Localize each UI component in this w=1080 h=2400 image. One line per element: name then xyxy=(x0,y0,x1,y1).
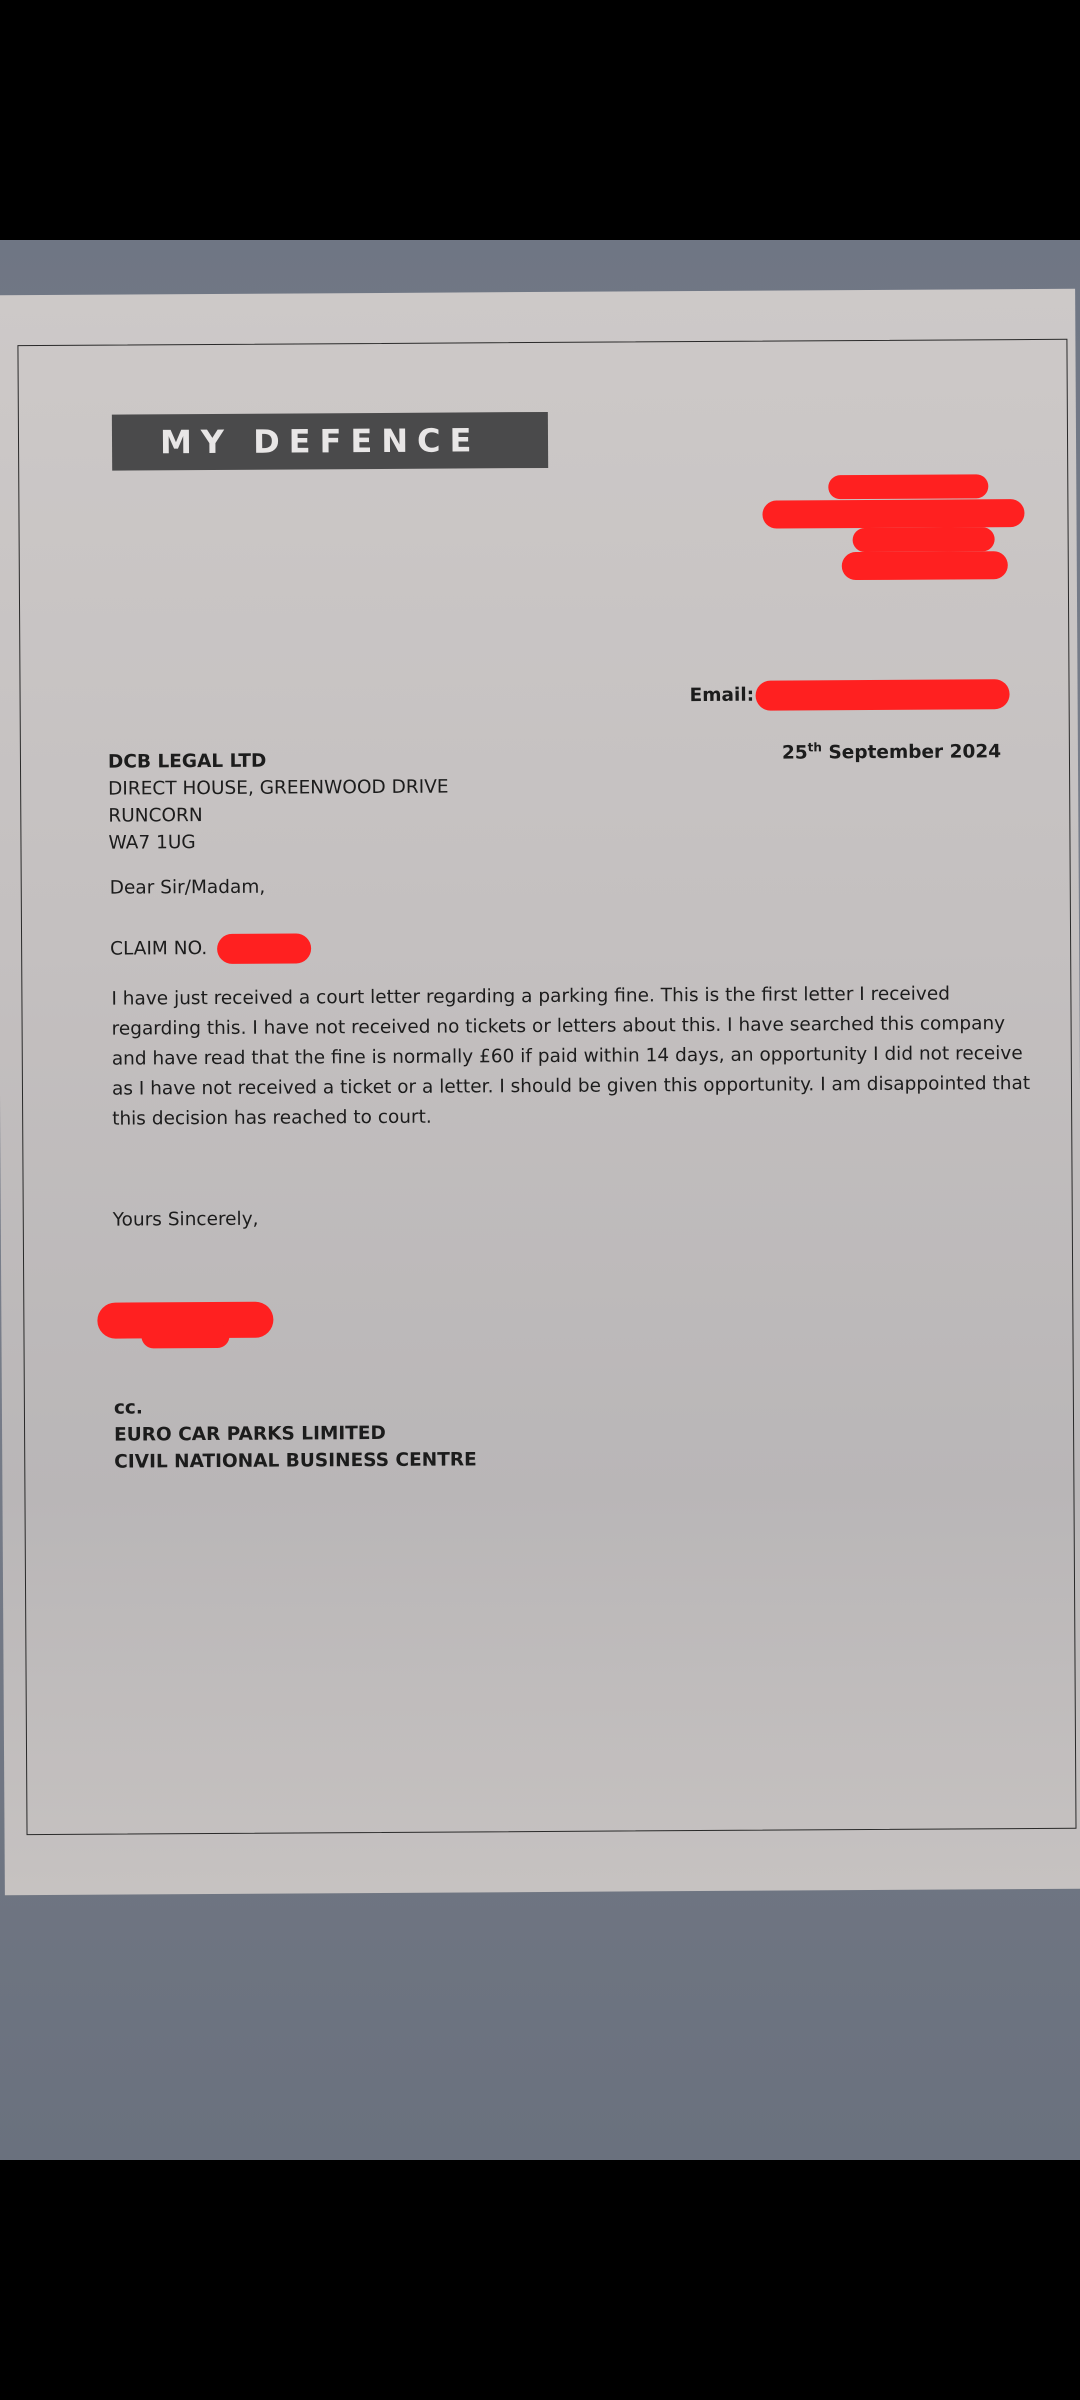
date-day: 25 xyxy=(781,742,808,764)
redaction-email xyxy=(755,679,1009,711)
redaction-sender-2 xyxy=(762,499,1024,529)
closing: Yours Sincerely, xyxy=(112,1208,259,1231)
recipient-line-2: RUNCORN xyxy=(108,805,203,827)
title-banner xyxy=(112,412,548,471)
letter-body: I have just received a court letter regarding a parking fine. This is the first letter I received regarding this. I have not received no tickets or letters about this. I have searched this company and have read that the fine is normally £60 if paid within 14 days, an opportunity I did not receive as I have not received a ticket or a letter. I should be given this opportunity. I am disappointed that this decision has reached to court. xyxy=(111,983,1031,1130)
recipient-address xyxy=(108,747,449,857)
claim-number-label: CLAIM NO. xyxy=(110,938,208,960)
cc-block xyxy=(114,1392,477,1475)
document-photo xyxy=(0,240,1080,2160)
letter-paper xyxy=(0,289,1080,1896)
salutation: Dear Sir/Madam, xyxy=(109,876,266,899)
cc-line-1: EURO CAR PARKS LIMITED xyxy=(114,1422,386,1446)
letter-date xyxy=(782,733,1001,766)
redaction-claim-number xyxy=(217,933,311,964)
redaction-sender-1 xyxy=(828,474,988,499)
cc-label: cc. xyxy=(113,1397,143,1419)
date-month-year: September 2024 xyxy=(828,741,1002,764)
recipient-line-1: DIRECT HOUSE, GREENWOOD DRIVE xyxy=(108,776,449,800)
cc-line-2: CIVIL NATIONAL BUSINESS CENTRE xyxy=(114,1449,477,1473)
recipient-name: DCB LEGAL LTD xyxy=(107,750,267,773)
redaction-signature-tail xyxy=(141,1324,229,1349)
bottom-black-bar xyxy=(0,2160,1080,2400)
redaction-sender-4 xyxy=(842,551,1008,580)
redaction-sender-3 xyxy=(853,527,995,552)
email-label: Email: xyxy=(689,684,755,707)
recipient-line-3: WA7 1UG xyxy=(108,832,196,854)
top-black-bar xyxy=(0,0,1080,240)
date-suffix: th xyxy=(807,740,822,755)
letter-title: MY DEFENCE xyxy=(159,421,481,462)
